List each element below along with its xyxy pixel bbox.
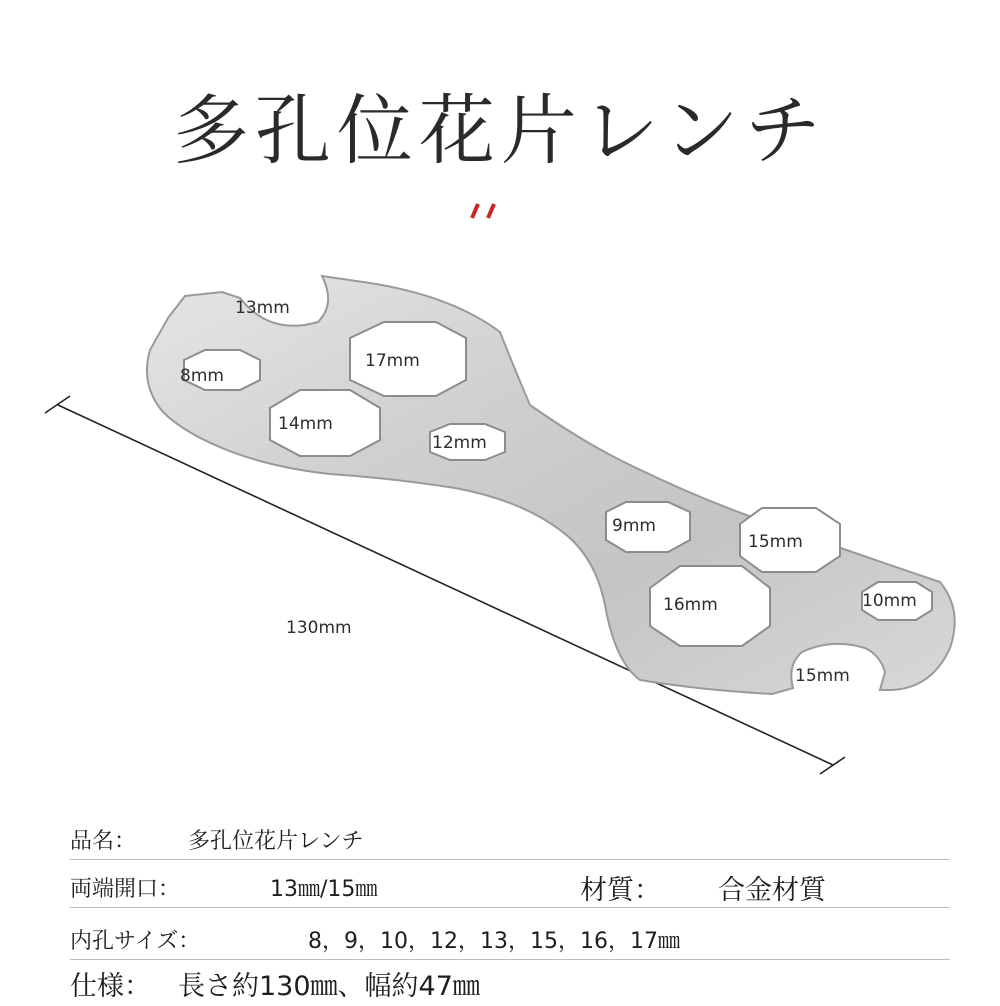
hole-label-10mm: 10mm <box>862 591 917 611</box>
length-label: 130mm <box>286 618 352 638</box>
spec-holes-value: 8，9，10，12，13，15，16，17㎜ <box>308 929 680 954</box>
spec-material-value: 合金材質 <box>718 875 826 906</box>
spec-material-label: 材質： <box>580 875 661 906</box>
hole-label-9mm: 9mm <box>612 516 656 536</box>
spec-ends-value: 13㎜/15㎜ <box>270 877 378 902</box>
hole-label-16mm: 16mm <box>663 595 718 615</box>
wrench <box>147 276 955 694</box>
spec-size-value: 長さ約130㎜、幅約47㎜ <box>178 971 480 1002</box>
top-open-label: 13mm <box>235 298 290 318</box>
spec-ends-label: 両端開口： <box>70 877 181 902</box>
spec-size-label: 仕様： <box>70 971 151 1002</box>
spec-name-value: 多孔位花片レンチ <box>188 829 364 854</box>
spec-row-name <box>70 816 950 860</box>
spec-row-holes <box>70 916 950 960</box>
page-title: 多孔位花片レンチ <box>172 86 828 175</box>
hole-label-14mm: 14mm <box>278 414 333 434</box>
spec-holes-label: 内孔サイズ： <box>70 929 201 954</box>
divider <box>70 859 950 860</box>
spec-row-size <box>70 962 950 1006</box>
spec-row-ends <box>70 864 950 908</box>
divider <box>70 959 950 960</box>
hole-label-8mm: 8mm <box>180 366 224 386</box>
hole-label-15mm: 15mm <box>748 532 803 552</box>
divider <box>70 907 950 908</box>
bottom-open-label: 15mm <box>795 666 850 686</box>
spec-name-label: 品名： <box>70 829 137 854</box>
hole-label-12mm: 12mm <box>432 433 487 453</box>
hole-label-17mm: 17mm <box>365 351 420 371</box>
